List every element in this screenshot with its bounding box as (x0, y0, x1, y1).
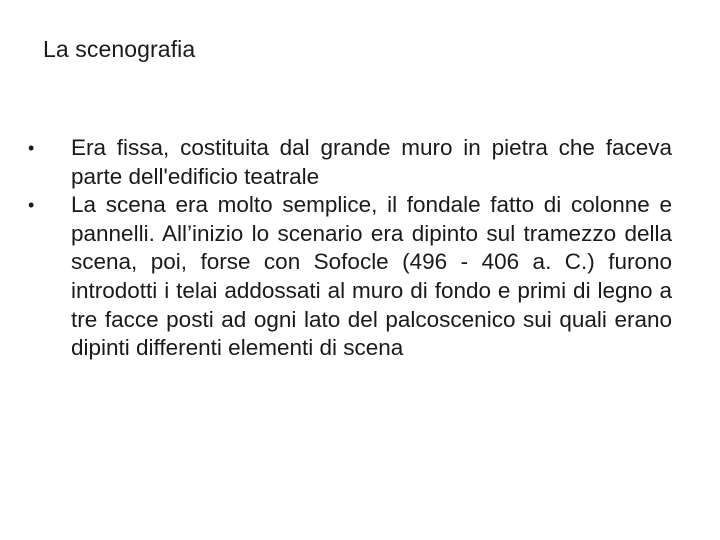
bullet-item (28, 134, 672, 191)
slide-title: La scenografia (43, 36, 196, 62)
bullet-list (28, 134, 672, 363)
bullet-marker: • (28, 138, 35, 158)
bullet-text: La scena era molto semplice, il fondale fatto di colonne e pannelli. All’inizio lo scenario era dipinto sul tramezzo della scena, poi, forse con Sofocle (496 - 406 a. C.) furono introdotti i telai addossati al muro di fondo e primi di legno a tre facce posti ad ogni lato del palcoscenico sui quali erano dipinti differenti elementi di scena (71, 192, 672, 361)
bullet-marker: • (28, 195, 35, 216)
bullet-item (28, 191, 672, 363)
bullet-text: Era fissa, costituita dal grande muro in pietra che faceva parte dell'edificio teatrale (71, 135, 672, 189)
